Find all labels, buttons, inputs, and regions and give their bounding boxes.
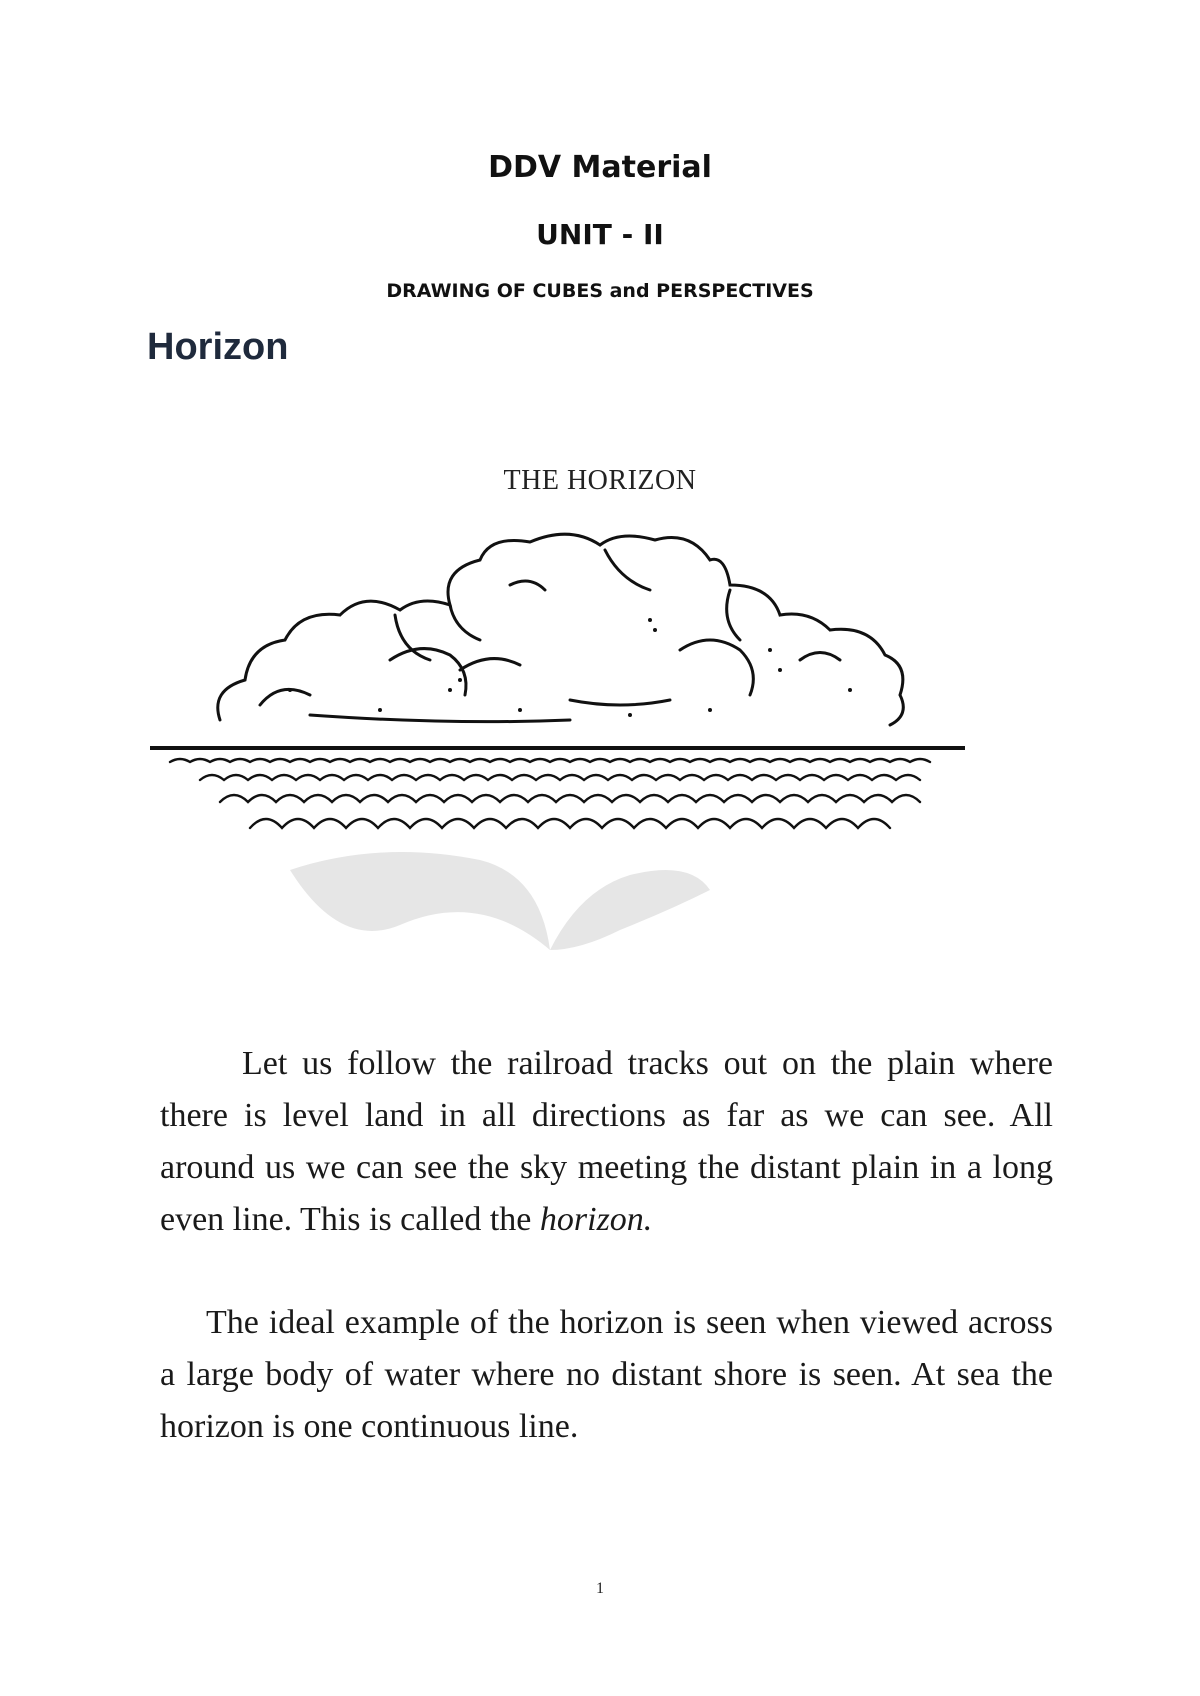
unit-label: UNIT - II bbox=[536, 218, 664, 251]
paragraph-1-text: Let us follow the railroad tracks out on the plain where there is level land in all directions as far as we can see. All around us we can see the sky meeting the distant plain in a long even line. This is called the bbox=[160, 1045, 1053, 1238]
document-title: DDV Material bbox=[488, 150, 712, 185]
foreground-vegetation bbox=[170, 759, 930, 828]
cloud-drawing bbox=[218, 534, 904, 725]
horizon-term: horizon. bbox=[539, 1201, 653, 1238]
watermark-logo bbox=[290, 852, 710, 950]
section-heading: Horizon bbox=[147, 326, 289, 368]
body-paragraph-1 bbox=[160, 1038, 1053, 1246]
document-subtitle: DRAWING OF CUBES and PERSPECTIVES bbox=[386, 280, 814, 302]
horizon-illustration bbox=[150, 530, 1050, 1050]
body-paragraph-2: The ideal example of the horizon is seen when viewed across a large body of water where no distant shore is seen. At sea the horizon is one continuous line. bbox=[160, 1304, 1053, 1445]
figure-caption: THE HORIZON bbox=[503, 465, 697, 496]
page-number: 1 bbox=[596, 1580, 604, 1597]
cloud-shading bbox=[288, 618, 852, 717]
